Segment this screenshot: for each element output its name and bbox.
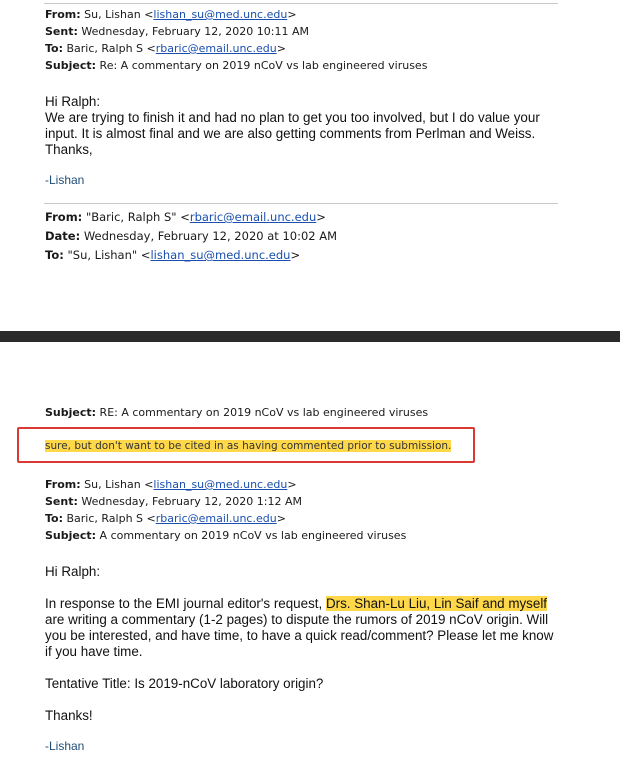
email1-subject-value: Re: A commentary on 2019 nCoV vs lab engineered viruses [99, 59, 428, 72]
email2-highlighted-reply [45, 440, 451, 452]
email1-subject-label: Subject: [45, 59, 97, 72]
email3-from-label: From: [45, 478, 81, 491]
email2-subject-line [45, 404, 428, 421]
email1-from-email[interactable]: lishan_su@med.unc.edu [153, 8, 288, 21]
email3-from-email[interactable]: lishan_su@med.unc.edu [153, 478, 288, 491]
email3-tentative-title: Tentative Title: Is 2019-nCoV laboratory origin? [45, 676, 324, 691]
email3-thanks: Thanks! [45, 708, 93, 723]
email1-from-label: From: [45, 8, 81, 21]
quoted1-date-label: Date: [45, 229, 81, 243]
email3-para-line-4: if you have time. [45, 644, 143, 659]
email3-para-line-1 [45, 596, 547, 612]
email3-to-email[interactable]: rbaric@email.unc.edu [155, 512, 277, 525]
email3-para-highlight: Drs. Shan-Lu Liu, Lin Saif and myself [325, 596, 548, 611]
email3-subject-label: Subject: [45, 529, 97, 542]
quoted1-to-name: "Su, Lishan" [67, 248, 138, 262]
email3-sent-label: Sent: [45, 495, 78, 508]
quoted1-to-label: To: [45, 248, 64, 262]
email3-para-line-3: you be interested, and have time, to have a quick read/comment? Please let me know [45, 628, 554, 643]
email1-to-name: Baric, Ralph S [66, 42, 144, 55]
email3-subject-line [45, 527, 406, 544]
quoted1-to-email[interactable]: lishan_su@med.unc.edu [150, 248, 291, 262]
email1-body-line-2: input. It is almost final and we are also getting comments from Perlman and Weiss. [45, 126, 536, 141]
email1-from-line: From: Su, Lishan <lishan_su@med.unc.edu> [45, 8, 297, 21]
email3-para-prefix: In response to the EMI journal editor's request, [45, 596, 323, 611]
email3-greeting: Hi Ralph: [45, 564, 101, 579]
email3-to-label: To: [45, 512, 63, 525]
email1-body-line-1: We are trying to finish it and had no plan to get you too involved, but I do value your [45, 110, 540, 125]
email2-reply-text: sure, but don't want to be cited in as having commented prior to submission. [45, 440, 452, 452]
quoted1-from-email[interactable]: rbaric@email.unc.edu [189, 210, 317, 224]
quoted-divider [44, 203, 558, 204]
quoted1-from-line: From: "Baric, Ralph S" <rbaric@email.unc.edu> [45, 210, 326, 224]
email1-body-line-3: Thanks, [45, 142, 93, 157]
email1-to-email[interactable]: rbaric@email.unc.edu [155, 42, 277, 55]
quoted1-from-name: "Baric, Ralph S" [85, 210, 177, 224]
email3-sent-value: Wednesday, February 12, 2020 1:12 AM [81, 495, 302, 508]
email1-subject-line [45, 57, 427, 74]
email3-from-line: From: Su, Lishan <lishan_su@med.unc.edu> [45, 478, 297, 491]
email3-from-name: Su, Lishan [84, 478, 141, 491]
email1-from-name: Su, Lishan [84, 8, 141, 21]
email3-to-line: To: Baric, Ralph S <rbaric@email.unc.edu> [45, 512, 286, 525]
email1-to-line: To: Baric, Ralph S <rbaric@email.unc.edu> [45, 42, 286, 55]
email2-subject-value: RE: A commentary on 2019 nCoV vs lab engineered viruses [99, 406, 429, 419]
quoted1-to-line: To: "Su, Lishan" <lishan_su@med.unc.edu> [45, 248, 301, 262]
email1-signature: -Lishan [45, 173, 85, 187]
email2-subject-label: Subject: [45, 406, 97, 419]
screenshot-separator-band [0, 331, 620, 342]
email3-subject-value: A commentary on 2019 nCoV vs lab engineered viruses [99, 529, 407, 542]
email1-sent-value: Wednesday, February 12, 2020 10:11 AM [81, 25, 309, 38]
quoted1-from-label: From: [45, 210, 83, 224]
top-divider [44, 3, 558, 4]
email3-to-name: Baric, Ralph S [66, 512, 144, 525]
quoted1-date-value: Wednesday, February 12, 2020 at 10:02 AM [83, 229, 338, 243]
email3-signature: -Lishan [45, 739, 85, 753]
email1-greeting: Hi Ralph: [45, 94, 101, 109]
email1-sent-line [45, 23, 309, 40]
email3-sent-line [45, 493, 302, 510]
email1-to-label: To: [45, 42, 63, 55]
email1-sent-label: Sent: [45, 25, 78, 38]
email3-para-line-2: are writing a commentary (1-2 pages) to dispute the rumors of 2019 nCoV origin. Will [45, 612, 549, 627]
quoted1-date-line [45, 228, 337, 245]
